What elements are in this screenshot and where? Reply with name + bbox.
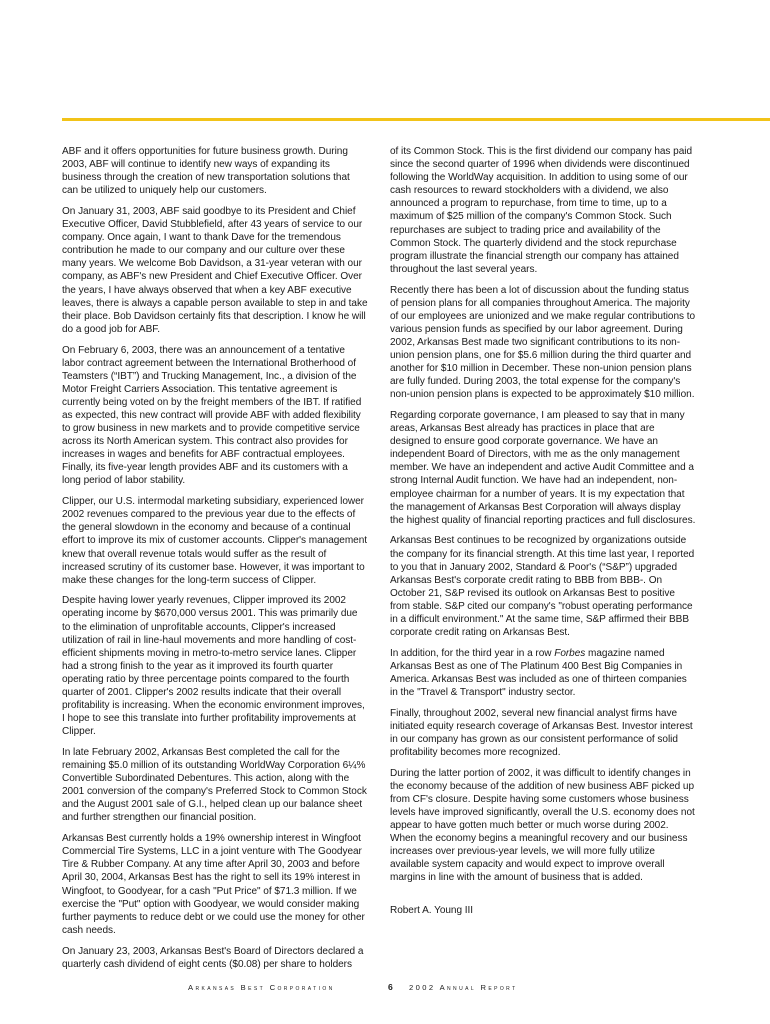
paragraph: Finally, throughout 2002, several new financial analyst firms have initiated equity research coverage of Arkansas Best. Investor interest in our company has grown as our consistent performance of solid profitability becomes more recognized. (390, 707, 693, 758)
page-footer (0, 983, 770, 997)
footer-company-name: Arkansas Best Corporation (188, 983, 335, 992)
page-number: 6 (388, 982, 393, 992)
paragraph: Arkansas Best continues to be recognized by organizations outside the company for its financial strength. At this time last year, I reported to you that in January 2002, Standard & Poor's (“S&P”) upgraded Arkansas Best's corporate credit rating to BBB from BBB-. On October 21, S&P revised its outlook on Arkansas Best to positive from stable. S&P cited our company's "robust operating performance in a difficult environment." At the same time, S&P affirmed their BBB corporate credit rating on Arkansas Best. (390, 535, 695, 639)
paragraph: Arkansas Best currently holds a 19% ownership interest in Wingfoot Commercial Tire Systems, LLC in a joint venture with The Goodyear Tire & Rubber Company. At any time after April 30, 2003 and before April 30, 2004, Arkansas Best has the right to sell its 19% interest in Wingfoot, to Goodyear, for a cash "Put Price" of $71.3 million. If we exercise the "Put" option with Goodyear, we would consider making further payments to reduce debt or we could use the money for other cash needs. (62, 833, 365, 936)
magazine-title: Forbes (554, 647, 586, 659)
paragraph: On January 31, 2003, ABF said goodbye to its President and Chief Executive Officer, David Stubblefield, after 43 years of service to our company. Once again, I want to thank Dave for the tremendous contribution he made to our company and our culture over these many years. We welcome Bob Davidson, a 31-year veteran with our company, as ABF's new President and Chief Executive Officer. Over the years, I have always observed that when a key ABF executive leaves, there is always a capable person available to step in and take their place. Bob Davidson certainly fits that description. I know he will do a good job for ABF. (62, 205, 368, 335)
paragraph: Recently there has been a lot of discussion about the funding status of pension plans for all companies throughout America. The majority of our employees are unionized and we make regular contributions to various pension funds as specified by our labor agreement. During 2002, Arkansas Best made two significant contributions to its non-union pension plans, one for $5.6 million during the third quarter and another for $10 million in December. These non-union pension plans are fully funded. During 2003, the total expense for the company's non-union pension plans is expected to be approximately $10 million. (390, 284, 696, 401)
text-run: In addition, for the third year in a row (390, 647, 555, 659)
header-accent-rule (62, 118, 770, 121)
left-text-column (62, 145, 368, 978)
paragraph: ABF and it offers opportunities for future business growth. During 2003, ABF will continue to identify new ways of expanding its business through the creation of new transportation solutions that can be utilized to uniquely help our customers. (62, 146, 350, 197)
paragraph: During the latter portion of 2002, it was difficult to identify changes in the economy because of the addition of new business ABF picked up from CF's closure. Despite having some customers whose business levels have improved significantly, overall the U.S. economy does not appear to have gotten much better or much worse during 2002. When the economy begins a meaningful recovery and our business increases over previous-year levels, we will more fully utilize available system capacity and would expect to improve overall margins in line with the amount of business that is added. (390, 767, 695, 884)
paragraph: On February 6, 2003, there was an announcement of a tentative labor contract agreement between the International Brotherhood of Teamsters (“IBT”) and Trucking Management, Inc., a division of the Motor Freight Carriers Association. This tentative agreement is currently being voted on by the freight members of the IBT. If ratified as expected, this new contract will provide ABF with added flexibility to grow business in new markets and to provide competitive service across its North American system. This contract also provides for increases in wages and benefits for ABF contractual employees. Finally, its five-year length provides ABF and its customers with a long period of labor stability. (62, 344, 362, 487)
paragraph: Despite having lower yearly revenues, Clipper improved its 2002 operating income by $670,000 versus 2001. This was primarily due to the elimination of unprofitable accounts, Clipper's increased utilization of rail in line-haul movements and more handling of cost-efficient shipments moving in metro-to-metro service lanes. Clipper had a strong finish to the year as it improved its fourth quarter operating ratio by three percentage points compared to the fourth quarter of 2001. Clipper's 2002 results indicate that their overall profitability is increasing. When the economic environment improves, I hope to see this translate into further profitability improvements at Clipper. (62, 595, 365, 738)
paragraph: Clipper, our U.S. intermodal marketing subsidiary, experienced lower 2002 revenues compared to the previous year due to the effects of the general slowdown in the economy and because of a continual effort to improve its mix of customer accounts. Clipper's management knew that overall revenue totals would suffer as the result of increased scrutiny of its customer base. However, it was important to make these changes for the long-term success of Clipper. (62, 496, 368, 586)
paragraph: On January 23, 2003, Arkansas Best's Board of Directors declared a quarterly cash dividend of eight cents ($0.08) per share to holders (62, 945, 364, 970)
paragraph (390, 647, 696, 699)
paragraph: Regarding corporate governance, I am pleased to say that in many areas, Arkansas Best already has practices in place that are designed to ensure good corporate governance. We have an independent Board of Directors, with me as the only management member. We have an independent and active Audit Committee and a strong Internal Audit function. We have had an independent, non-employee chairman for a number of years. It is my expectation that the management of Arkansas Best Corporation will always display the highest quality of financial reporting practices and full disclosures. (390, 409, 696, 526)
signature: Robert A. Young III (390, 904, 474, 916)
footer-report-title: 2002 Annual Report (409, 983, 518, 992)
right-text-column (390, 145, 696, 924)
paragraph: In late February 2002, Arkansas Best completed the call for the remaining $5.0 million of its outstanding WorldWay Corporation 6¼% Convertible Subordinated Debentures. This action, along with the 2001 conversion of the company's Preferred Stock to Common Stock and the August 2001 sale of G.I., helped clean up our balance sheet and further strengthen our financial position. (62, 747, 367, 824)
text-run: magazine named Arkansas Best as one of The Platinum 400 Best Big Companies in America. Arkansas Best was included as one of thirteen companies in the "Travel & Transport" industry sector. (390, 647, 687, 699)
paragraph: of its Common Stock. This is the first dividend our company has paid since the second quarter of 1996 when dividends were discontinued following the WorldWay acquisition. In addition to using some of our cash resources to reward stockholders with a dividend, we also announced a program to repurchase, from time to time, up to a maximum of $25 million of the company's Common Stock. Such repurchases are subject to trading price and availability of the Common Stock. The quarterly dividend and the stock repurchase program illustrate the financial strength our company has attained throughout the last several years. (390, 146, 692, 275)
